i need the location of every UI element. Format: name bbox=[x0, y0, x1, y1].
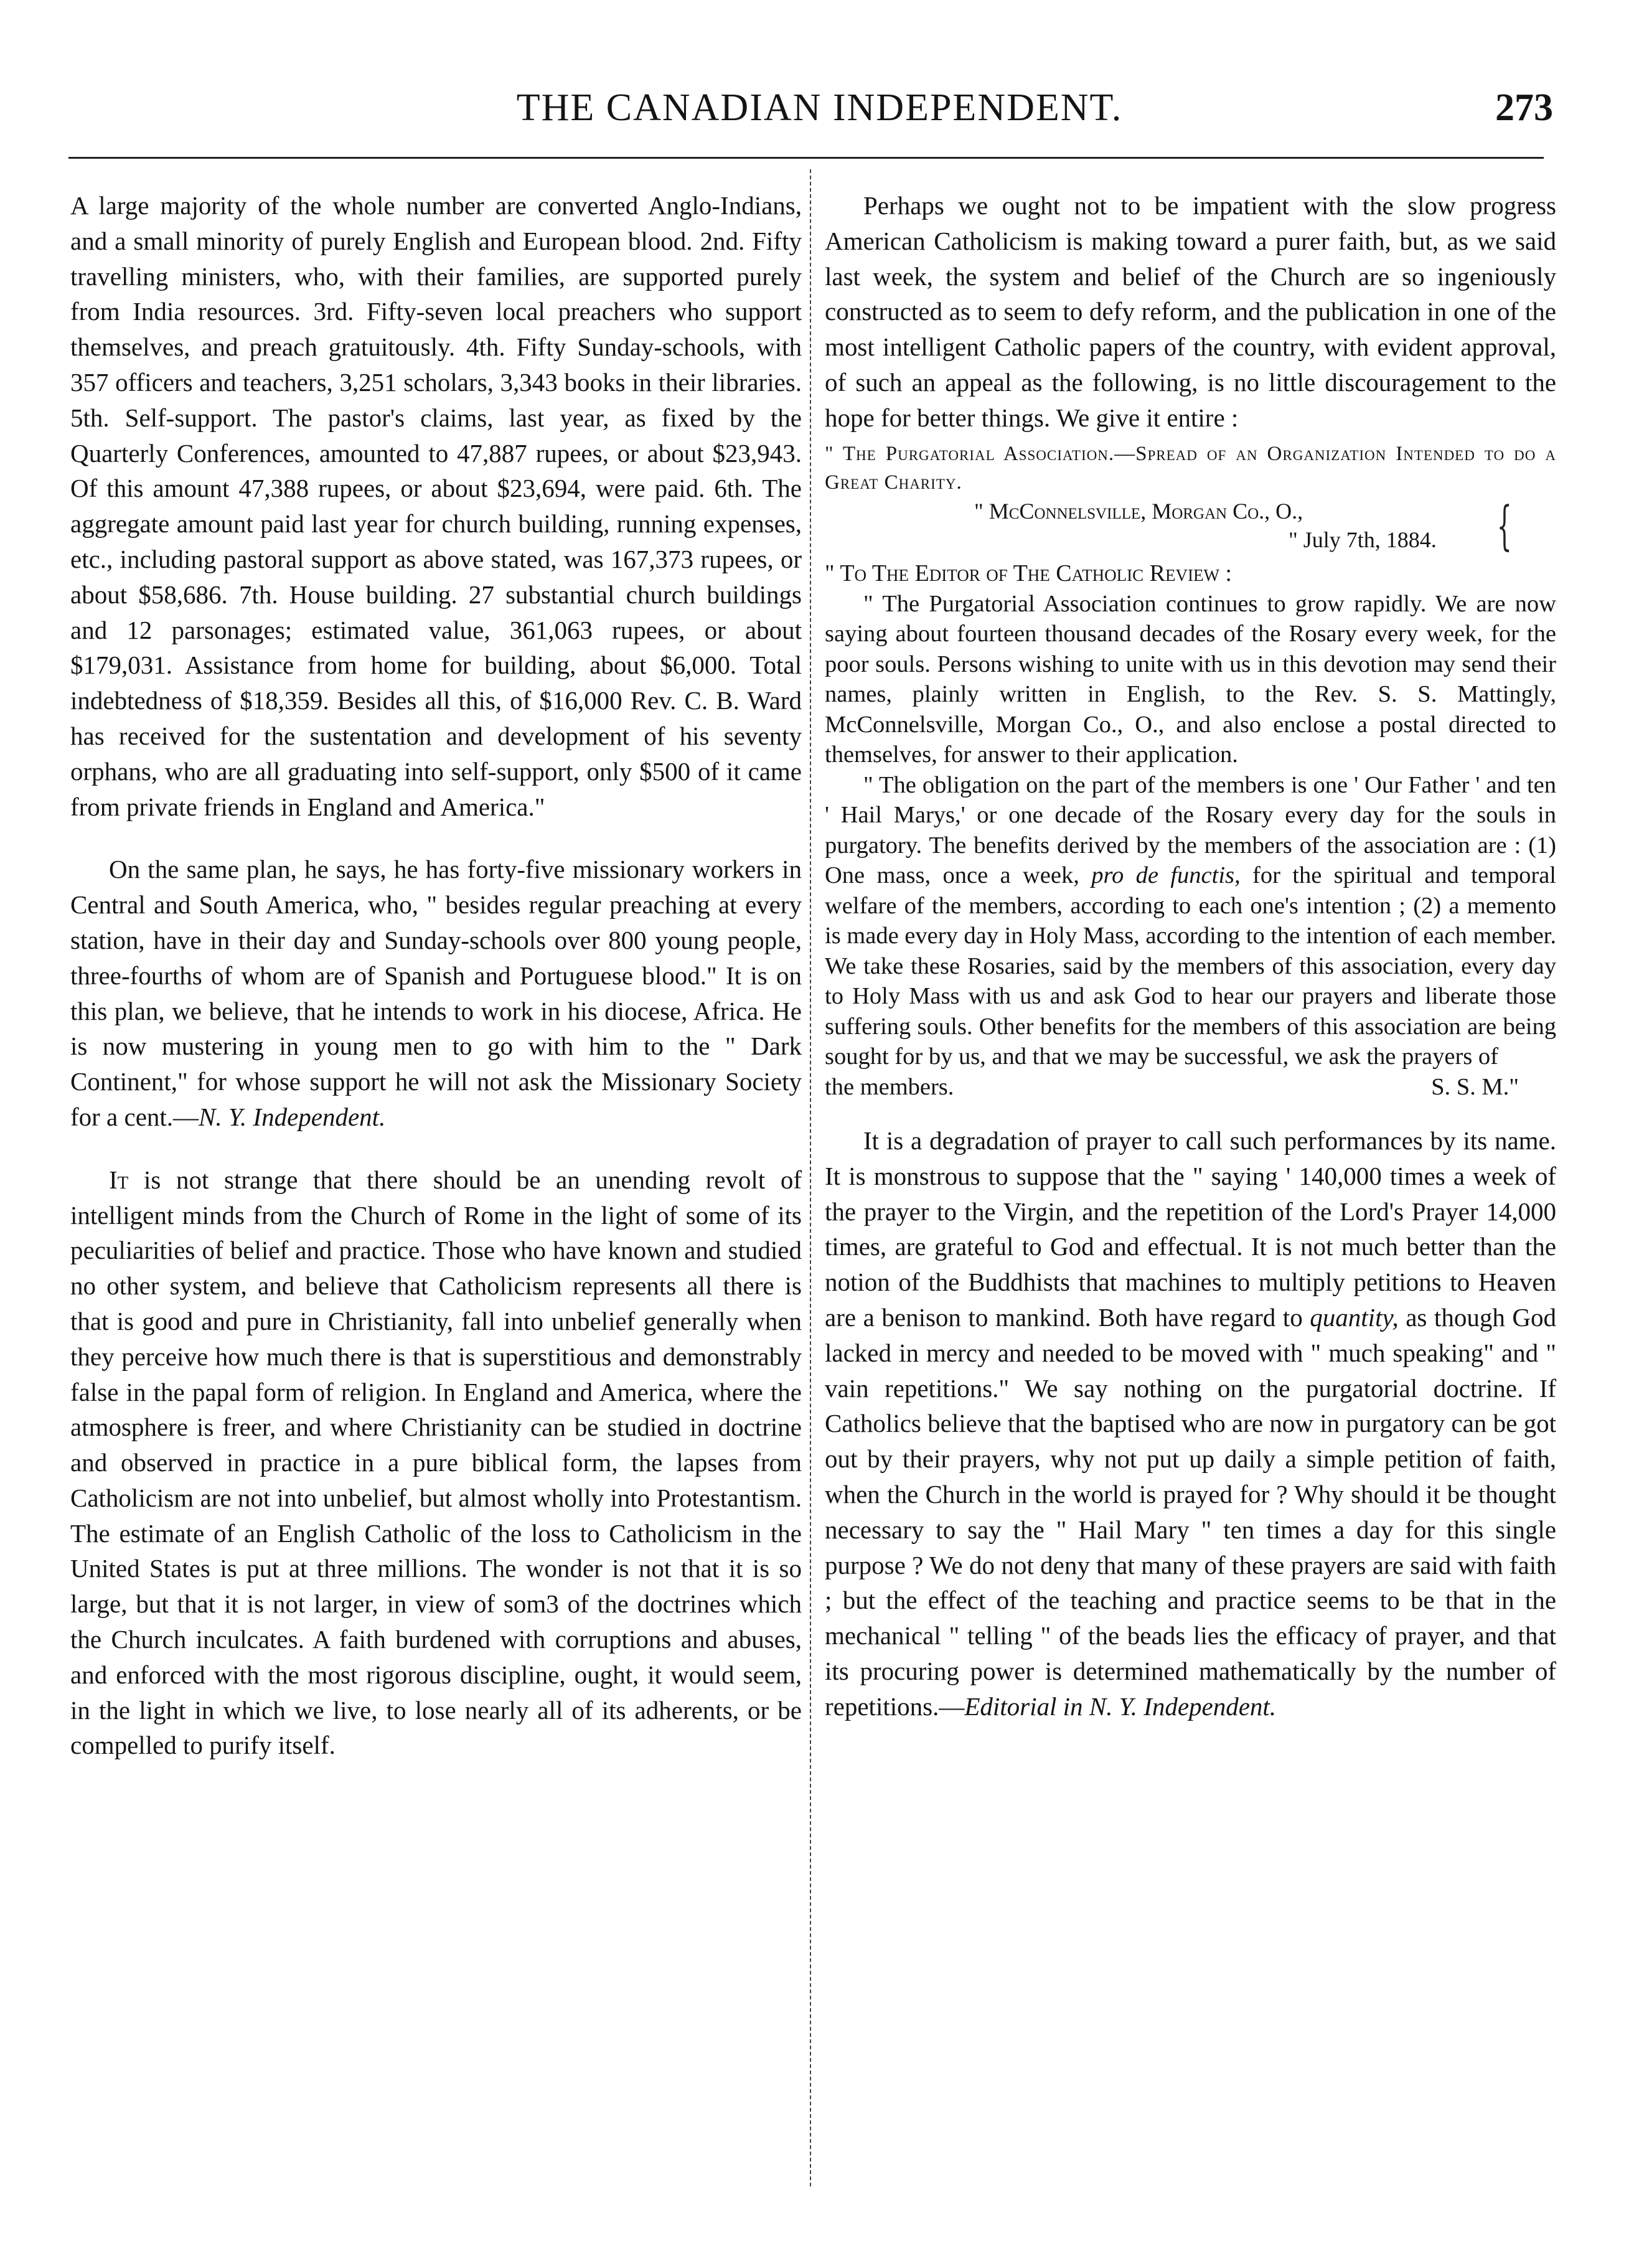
quote-headline: " The Purgatorial Association.—Spread of an Organization Intended to do a Great Charity. bbox=[825, 442, 1556, 494]
quote-signature-line bbox=[825, 1072, 1556, 1103]
quote-place: " McConnelsville, Morgan Co., O., bbox=[974, 498, 1303, 524]
quote-signature: S. S. M." bbox=[1431, 1073, 1519, 1100]
quote-last-line: the members. bbox=[825, 1073, 954, 1100]
left-paragraph-3-text: is not strange that there should be an unending revolt of intelligent minds from the Church of Rome in the light of some of its peculiarities of belief and practice. Those who have known and studied no other system, and believe that Catholicism represents all there is that is good and pure in Christianity, fall into unbelief generally when they perceive how much there is that is superstitious and demonstrably false in the papal form of religion. In England and America, where the atmosphere is freer, and where Christianity can be studied in doctrine and observed in practice in a pure biblical form, the lapses from Catholicism are not into unbelief, but almost wholly into Protestantism. The estimate of an English Catholic of the loss to Catholicism in the United States is put at three millions. The wonder is not that it is so large, but that it is not larger, in view of som3 of the doctrines which the Church inculcates. A faith burdened with corruptions and abuses, and enforced with the most rigorous discipline, ought, it would seem, in the light in which we live, to lose nearly all of its adherents, or be compelled to purify itself. bbox=[70, 1165, 802, 1760]
header-rule bbox=[68, 157, 1544, 159]
left-paragraph-3-lead: It bbox=[109, 1165, 129, 1194]
left-column bbox=[70, 188, 802, 1763]
right-closing-italic: quantity, bbox=[1310, 1303, 1399, 1332]
left-paragraph-2-text: On the same plan, he says, he has forty-five missionary workers in Central and South America, who, " besides regular preaching at every station, have in their day and Sunday-schools over 800 young people, three-fourths of whom are of Spanish and Portuguese blood." It is on this plan, we believe, that he intends to work in his diocese, Africa. He is now mustering in young men to go with him to the " Dark Continent," for whose support he will not ask the Missionary Society for a cent.— bbox=[70, 855, 802, 1131]
left-paragraph-2 bbox=[70, 852, 802, 1134]
quote-paragraph-1: " The Purgatorial Association continues to grow rapidly. We are now saying about fourteen thousand decades of the Rosary every week, for the poor souls. Persons wishing to unite with us in this devotion may send their names, plainly written in English, to the Rev. S. S. Mattingly, McConnelsville, Morgan Co., O., and also enclose a postal directed to themselves, for answer to their application. bbox=[825, 590, 1556, 768]
left-paragraph-3 bbox=[70, 1162, 802, 1764]
page-number: 273 bbox=[1495, 87, 1553, 129]
quote-paragraph-2-text-b: for the spiritual and temporal welfare of the members, according to each one's intention ; (2) a memento is made every day in Holy Mass, according to the intention of each member. We take these Rosaries, said by the members of this association, every day to Holy Mass with us and ask God to hear our prayers and liberate those suffering souls. Other benefits for the members of this association are being sought for by us, and that we may be successful, we ask the prayers of bbox=[825, 862, 1556, 1070]
page-header bbox=[0, 80, 1639, 136]
right-column bbox=[825, 188, 1556, 1725]
column-divider bbox=[810, 169, 811, 2186]
quote-address: " To The Editor of The Catholic Review : bbox=[825, 560, 1232, 586]
left-paragraph-1: A large majority of the whole number are converted Anglo-Indians, and a small minority of purely English and European blood. 2nd. Fifty travelling ministers, who, with their families, are supported purely from India resources. 3rd. Fifty-seven local preachers who support themselves, and preach gratuitously. 4th. Fifty Sunday-schools, with 357 officers and teachers, 3,251 scholars, 3,343 books in their libraries. 5th. Self-support. The pastor's claims, last year, as fixed by the Quarterly Conferences, amounted to 47,887 rupees, or about $23,943. Of this amount 47,388 rupees, or about $23,694, were paid. 6th. The aggregate amount paid last year for church building, running expenses, etc., including pastoral support as above stated, was 167,373 rupees, or about $58,686. 7th. House building. 27 substantial church buildings and 12 parsonages; estimated value, 361,063 rupees, or about $179,031. Assistance from home for building, about $6,000. Total indebtedness of $18,359. Besides all this, of $16,000 Rev. C. B. Ward has received for the sustentation and development of his seventy orphans, who are all graduating into self-support, only $500 of it came from private friends in England and America." bbox=[70, 191, 802, 821]
running-title: THE CANADIAN INDEPENDENT. bbox=[516, 87, 1123, 129]
quote-paragraph-2 bbox=[825, 770, 1556, 1072]
right-closing-text-b: as though God lacked in mercy and needed to be moved with " much speaking" and " vain repetitions." We say nothing on the purgatorial doctrine. If Catholics believe that the baptised who are now in purgatory can be got out by their prayers, why not put up daily a simple petition of faith, when the Church in the world is prayed for ? Why should it be thought necessary to say the " Hail Mary " ten times a day for this single purpose ? We do not deny that many of these prayers are said with faith ; but the effect of the teaching and practice seems to be that in the mechanical " telling " of the beads lies the efficacy of prayer, and that its procuring power is determined mathematically by the number of repetitions.— bbox=[825, 1303, 1557, 1721]
quote-date: " July 7th, 1884. bbox=[1289, 527, 1437, 552]
left-paragraph-2-source: N. Y. Independent. bbox=[199, 1102, 386, 1131]
brace-icon: { bbox=[1496, 494, 1512, 556]
right-intro-paragraph: Perhaps we ought not to be impatient with the slow progress American Catholicism is making toward a purer faith, but, as we said last week, the system and belief of the Church are so ingeniously constructed as to seem to defy reform, and the publication in one of the most intelligent Catholic papers of the country, with evident approval, of such an appeal as the following, is no little discouragement to the hope for better things. We give it entire : bbox=[825, 191, 1556, 432]
right-closing-source: Editorial in N. Y. Independent. bbox=[964, 1692, 1277, 1721]
right-closing-paragraph bbox=[825, 1123, 1556, 1725]
quote-paragraph-2-latin: pro de functis, bbox=[1091, 862, 1241, 889]
right-closing-text-a: It is a degradation of prayer to call such performances by its name. It is monstrous to suppose that the " saying ' 140,000 times a week of the prayer to the Virgin, and the repetition of the Lord's Prayer 14,000 times, are grateful to God and effectual. It is not much better than the notion of the Buddhists that machines to multiply petitions to Heaven are a benison to mankind. Both have regard to bbox=[825, 1126, 1556, 1332]
quote-paragraph-2-text-a: " The obligation on the part of the members is one ' Our Father ' and ten ' Hail Marys,' or one decade of the Rosary every day for the souls in purgatory. The benefits derived by the members of the association are : (1) One mass, once a week, bbox=[825, 771, 1556, 889]
